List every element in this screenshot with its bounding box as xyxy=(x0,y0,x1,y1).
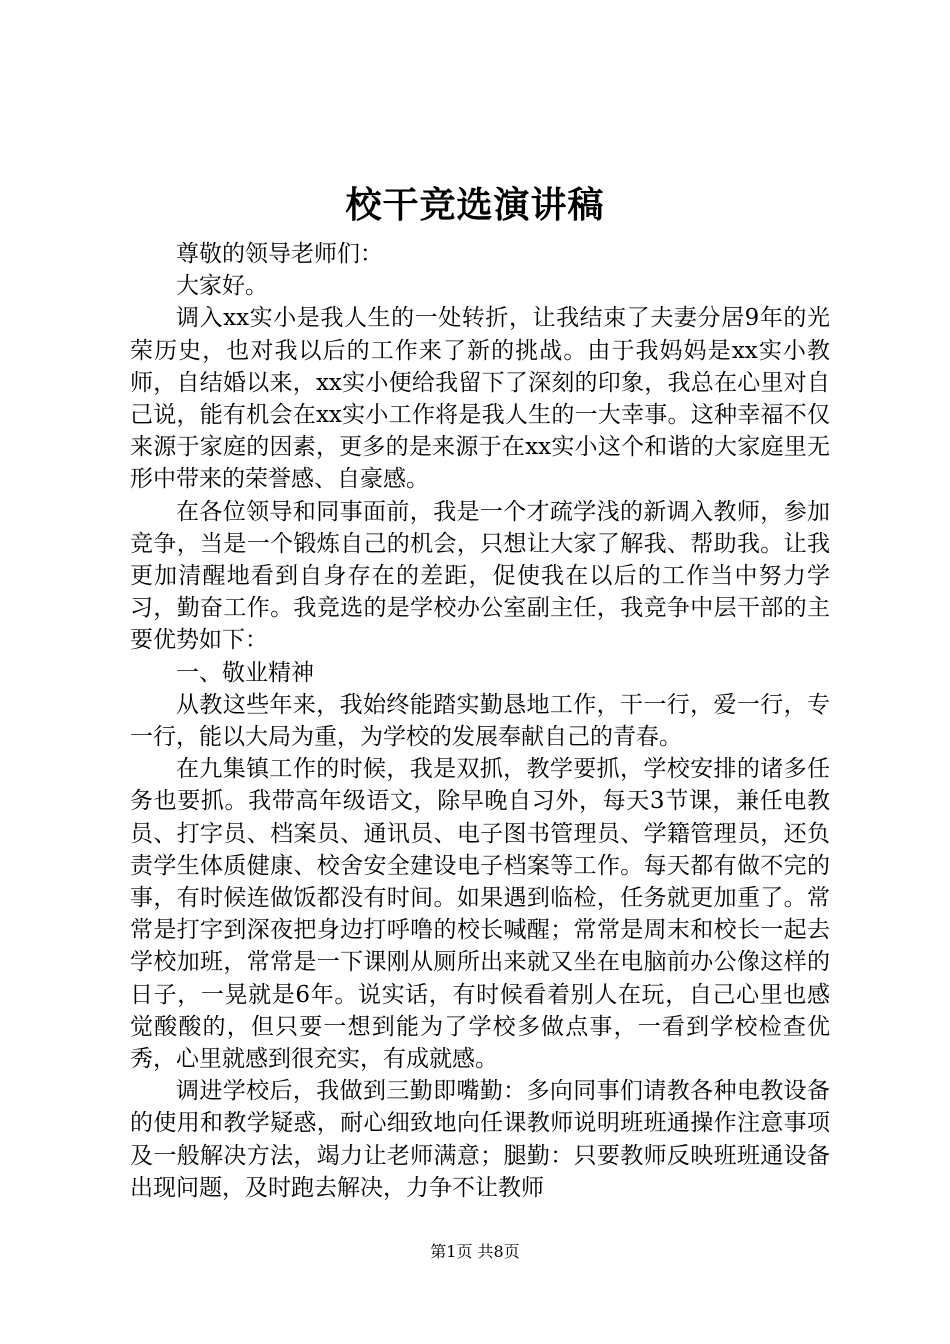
document-title: 校干竞选演讲稿 xyxy=(345,184,605,226)
paragraph: 调入xx实小是我人生的一处转折，让我结束了夫妻分居9年的光荣历史，也对我以后的工作来了新的挑战。由于我妈妈是xx实小教师，自结婚以来，xx实小便给我留下了深刻的印象，我总在心里对自己说，能有机会在xx实小工作将是我人生的一大幸事。这种幸福不仅来源于家庭的因素，更多的是来源于在xx实小这个和谐的大家庭里无形中带来的荣誉感、自豪感。 xyxy=(130,305,830,493)
paragraph: 在各位领导和同事面前，我是一个才疏学浅的新调入教师，参加竞争，当是一个锻炼自己的机会，只想让大家了解我、帮助我。让我更加清醒地看到自身存在的差距，促使我在以后的工作当中努力学习，勤奋工作。我竞选的是学校办公室副主任，我竞争中层干部的主要优势如下： xyxy=(130,498,830,654)
document-body xyxy=(130,238,830,1204)
section-heading: 一、敬业精神 xyxy=(176,659,314,686)
paragraph: 在九集镇工作的时候，我是双抓，教学要抓，学校安排的诸多任务也要抓。我带高年级语文，除早晚自习外，每天3节课，兼任电教员、打字员、档案员、通讯员、电子图书管理员、学籍管理员，还负责学生体质健康、校舍安全建设电子档案等工作。每天都有做不完的事，有时候连做饭都没有时间。如果遇到临检，任务就更加重了。常常是打字到深夜把身边打呼噜的校长喊醒；常常是周末和校长一起去学校加班，常常是一下课刚从厕所出来就又坐在电脑前办公像这样的日子，一晃就是6年。说实话，有时候看着别人在玩，自己心里也感觉酸酸的，但只要一想到能为了学校多做点事，一看到学校检查优秀，心里就感到很充实，有成就感。 xyxy=(130,756,830,1073)
paragraph: 从教这些年来，我始终能踏实勤恳地工作，干一行，爱一行，专一行，能以大局为重，为学校的发展奉献自己的青春。 xyxy=(130,691,830,751)
salutation: 尊敬的领导老师们： xyxy=(176,241,383,267)
page-footer: 第1页 共8页 xyxy=(430,1242,520,1261)
greeting: 大家好。 xyxy=(176,273,268,300)
paragraph: 调进学校后，我做到三勤即嘴勤：多向同事们请教各种电教设备的使用和教学疑惑，耐心细致地向任课教师说明班班通操作注意事项及一般解决方法，竭力让老师满意；腿勤：只要教师反映班班通设备出现问题，及时跑去解决，力争不让教师 xyxy=(130,1078,830,1201)
